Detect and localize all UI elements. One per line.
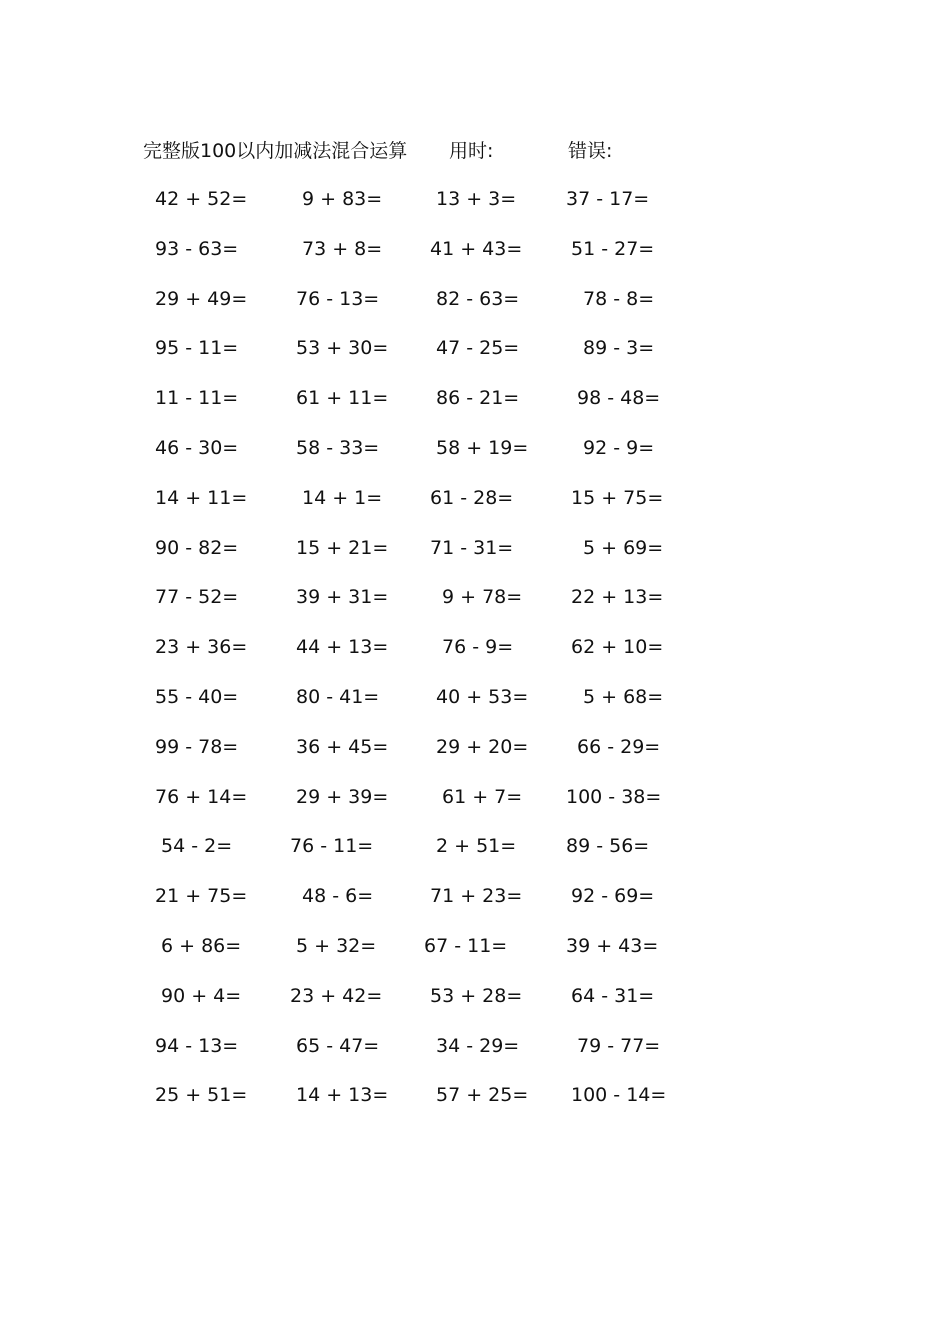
problem-row <box>0 782 950 832</box>
math-problem: 82 - 63= <box>436 287 520 310</box>
math-problem: 92 - 9= <box>583 436 655 459</box>
math-problem: 93 - 63= <box>155 237 239 260</box>
problem-row <box>0 931 950 981</box>
math-problem: 14 + 1= <box>302 486 383 509</box>
math-problem: 65 - 47= <box>296 1034 380 1057</box>
math-problem: 89 - 3= <box>583 337 655 360</box>
math-problem: 55 - 40= <box>155 685 239 708</box>
math-problem: 99 - 78= <box>155 735 239 758</box>
math-problem: 53 + 30= <box>296 337 389 360</box>
math-problem: 98 - 48= <box>577 387 661 410</box>
math-problem: 95 - 11= <box>155 337 239 360</box>
math-problem: 6 + 86= <box>161 934 242 957</box>
math-problem: 57 + 25= <box>436 1084 529 1107</box>
math-problem: 5 + 32= <box>296 934 377 957</box>
worksheet-title: 完整版100以内加减法混合运算 <box>143 140 408 162</box>
math-problem: 100 - 38= <box>566 785 662 808</box>
errors-label: 错误: <box>568 140 613 162</box>
problem-row <box>0 333 950 383</box>
problem-row <box>0 433 950 483</box>
problem-row <box>0 533 950 583</box>
math-problem: 15 + 75= <box>571 486 664 509</box>
problem-row <box>0 234 950 284</box>
math-problem: 94 - 13= <box>155 1034 239 1057</box>
problem-grid <box>0 184 950 1130</box>
math-problem: 11 - 11= <box>155 387 239 410</box>
math-problem: 76 - 11= <box>290 835 374 858</box>
problem-row <box>0 383 950 433</box>
math-problem: 21 + 75= <box>155 885 248 908</box>
math-problem: 41 + 43= <box>430 237 523 260</box>
math-problem: 14 + 11= <box>155 486 248 509</box>
math-problem: 76 - 9= <box>442 636 514 659</box>
math-problem: 14 + 13= <box>296 1084 389 1107</box>
math-problem: 5 + 69= <box>583 536 664 559</box>
math-problem: 34 - 29= <box>436 1034 520 1057</box>
math-problem: 89 - 56= <box>566 835 650 858</box>
time-used-label: 用时: <box>449 140 494 162</box>
problem-row <box>0 881 950 931</box>
problem-row <box>0 582 950 632</box>
math-problem: 23 + 42= <box>290 984 383 1007</box>
problem-row <box>0 184 950 234</box>
math-problem: 64 - 31= <box>571 984 655 1007</box>
problem-row <box>0 632 950 682</box>
math-problem: 51 - 27= <box>571 237 655 260</box>
problem-row <box>0 732 950 782</box>
math-problem: 66 - 29= <box>577 735 661 758</box>
math-problem: 79 - 77= <box>577 1034 661 1057</box>
math-problem: 29 + 39= <box>296 785 389 808</box>
math-problem: 90 + 4= <box>161 984 242 1007</box>
math-problem: 76 - 13= <box>296 287 380 310</box>
math-problem: 29 + 20= <box>436 735 529 758</box>
math-problem: 67 - 11= <box>424 934 508 957</box>
math-problem: 36 + 45= <box>296 735 389 758</box>
math-problem: 54 - 2= <box>161 835 233 858</box>
problem-row <box>0 831 950 881</box>
math-problem: 100 - 14= <box>571 1084 667 1107</box>
math-problem: 90 - 82= <box>155 536 239 559</box>
problem-row <box>0 1031 950 1081</box>
math-problem: 39 + 31= <box>296 586 389 609</box>
math-problem: 78 - 8= <box>583 287 655 310</box>
math-problem: 25 + 51= <box>155 1084 248 1107</box>
math-problem: 76 + 14= <box>155 785 248 808</box>
math-problem: 13 + 3= <box>436 188 517 210</box>
math-problem: 29 + 49= <box>155 287 248 310</box>
math-problem: 86 - 21= <box>436 387 520 410</box>
math-problem: 44 + 13= <box>296 636 389 659</box>
math-problem: 9 + 83= <box>302 188 383 210</box>
math-problem: 61 + 11= <box>296 387 389 410</box>
math-problem: 22 + 13= <box>571 586 664 609</box>
problem-row <box>0 284 950 334</box>
math-problem: 61 - 28= <box>430 486 514 509</box>
math-problem: 58 + 19= <box>436 436 529 459</box>
math-problem: 77 - 52= <box>155 586 239 609</box>
math-problem: 80 - 41= <box>296 685 380 708</box>
problem-row <box>0 981 950 1031</box>
math-problem: 47 - 25= <box>436 337 520 360</box>
math-problem: 58 - 33= <box>296 436 380 459</box>
math-problem: 48 - 6= <box>302 885 374 908</box>
math-problem: 37 - 17= <box>566 188 650 210</box>
math-problem: 42 + 52= <box>155 188 248 210</box>
math-problem: 46 - 30= <box>155 436 239 459</box>
math-problem: 71 + 23= <box>430 885 523 908</box>
math-problem: 39 + 43= <box>566 934 659 957</box>
problem-row <box>0 483 950 533</box>
problem-row <box>0 1080 950 1130</box>
math-problem: 5 + 68= <box>583 685 664 708</box>
math-problem: 23 + 36= <box>155 636 248 659</box>
math-problem: 71 - 31= <box>430 536 514 559</box>
math-problem: 53 + 28= <box>430 984 523 1007</box>
math-problem: 9 + 78= <box>442 586 523 609</box>
worksheet-header <box>0 136 950 166</box>
math-problem: 73 + 8= <box>302 237 383 260</box>
math-problem: 92 - 69= <box>571 885 655 908</box>
problem-row <box>0 682 950 732</box>
math-problem: 15 + 21= <box>296 536 389 559</box>
math-problem: 2 + 51= <box>436 835 517 858</box>
math-problem: 40 + 53= <box>436 685 529 708</box>
math-problem: 61 + 7= <box>442 785 523 808</box>
math-problem: 62 + 10= <box>571 636 664 659</box>
